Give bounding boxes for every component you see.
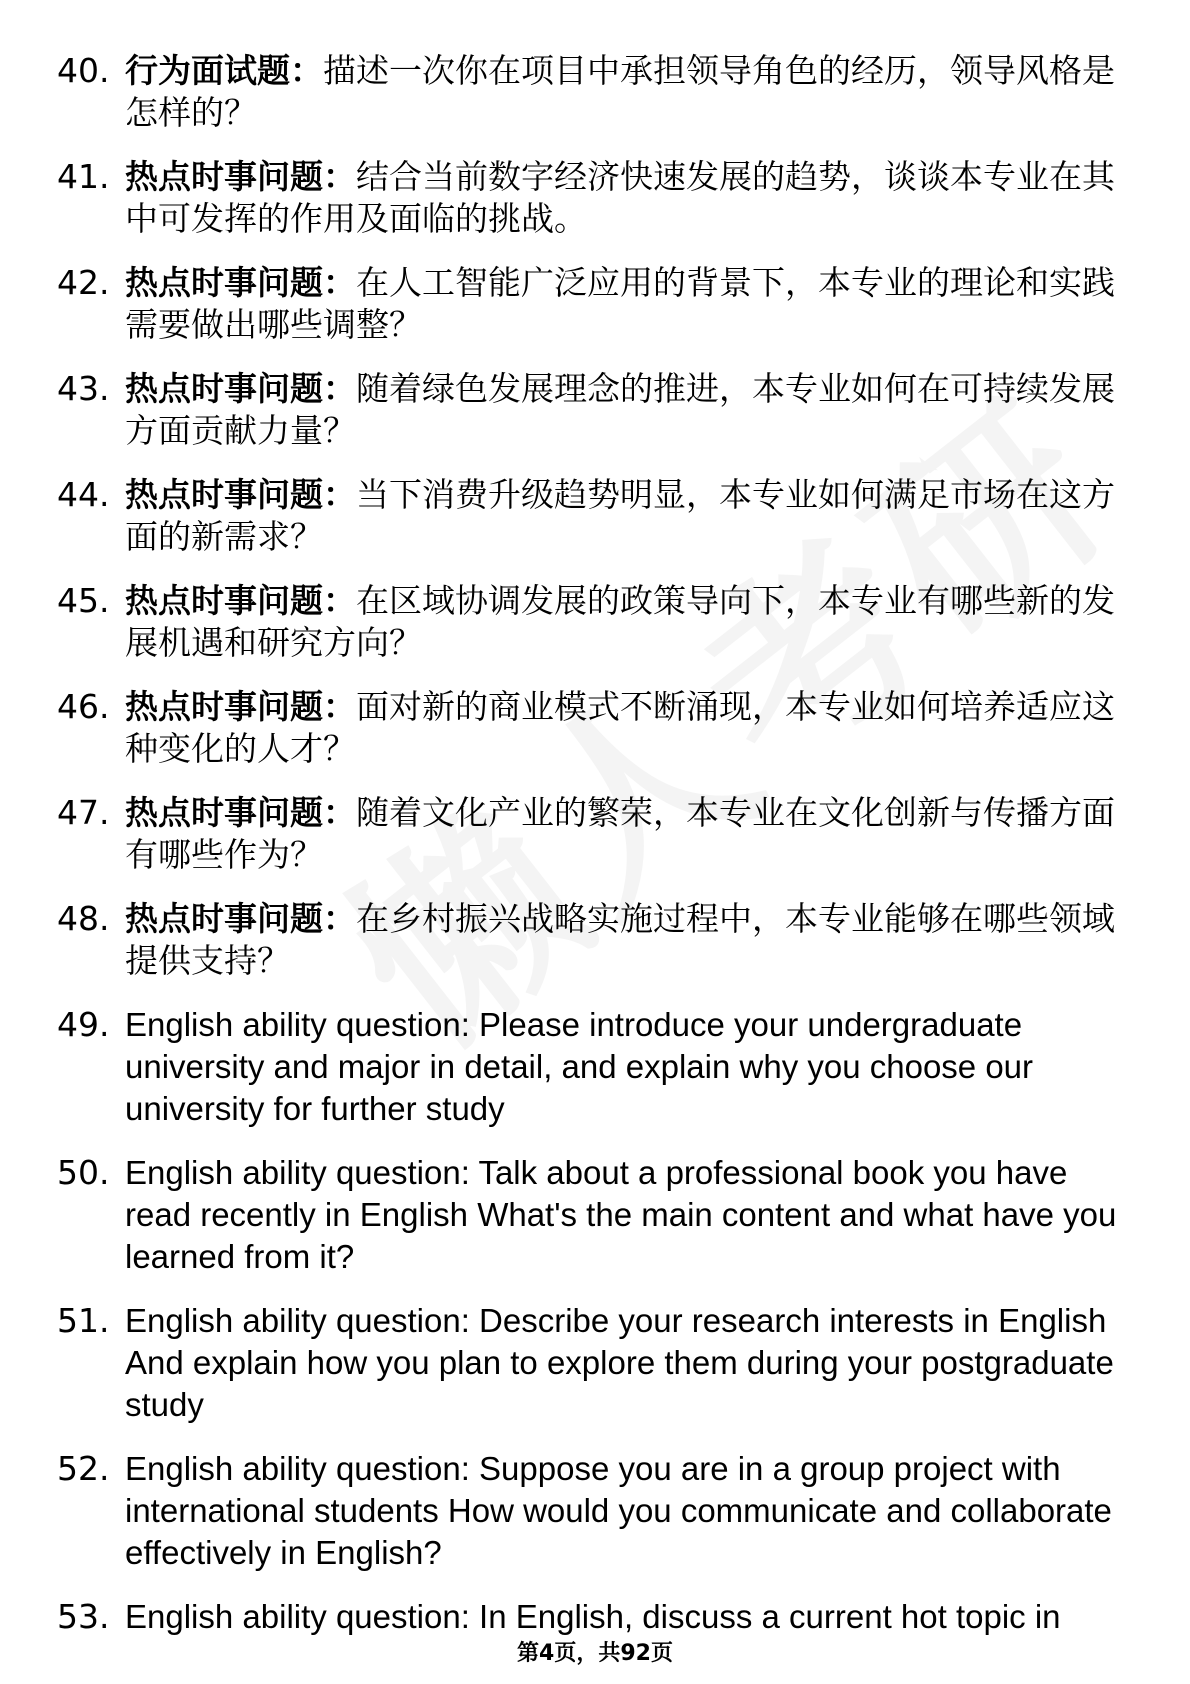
question-text: [125, 262, 1137, 346]
question-text: English ability question: In English, discuss a current hot topic in: [125, 1598, 1061, 1635]
question-number: 50.: [57, 1153, 110, 1192]
question-content: 在区域协调发展的政策导向下，本专业有哪些新的发展机遇和研究方向？: [125, 581, 1115, 662]
question-number: 49.: [57, 1005, 110, 1044]
question-content: 当下消费升级趋势明显，本专业如何满足市场在这方面的新需求？: [125, 475, 1115, 556]
question-category: 热点时事问题：: [125, 581, 356, 620]
list-item: [57, 50, 1137, 134]
list-item: [57, 792, 1137, 876]
list-item: [57, 898, 1137, 982]
question-number: 53.: [57, 1597, 110, 1636]
question-number: 48.: [57, 899, 110, 938]
question-category: 热点时事问题：: [125, 157, 356, 196]
question-number: 46.: [57, 687, 110, 726]
question-content: 面对新的商业模式不断涌现，本专业如何培养适应这种变化的人才？: [125, 687, 1115, 768]
question-list: [57, 50, 1137, 1660]
question-content: 随着文化产业的繁荣，本专业在文化创新与传播方面有哪些作为？: [125, 793, 1115, 874]
question-category: 热点时事问题：: [125, 687, 356, 726]
question-category: 热点时事问题：: [125, 475, 356, 514]
question-text: [125, 156, 1137, 240]
question-text: [125, 792, 1137, 876]
list-item: [57, 262, 1137, 346]
question-number: 52.: [57, 1449, 110, 1488]
list-item: [57, 1004, 1137, 1130]
question-text: English ability question: Talk about a professional book you have read recently in English What's the main content and what have you learned from it?: [125, 1154, 1117, 1275]
question-number: 51.: [57, 1301, 110, 1340]
question-text: [125, 50, 1137, 134]
question-number: 45.: [57, 581, 110, 620]
question-category: 热点时事问题：: [125, 369, 356, 408]
list-item: [57, 474, 1137, 558]
question-content: 随着绿色发展理念的推进，本专业如何在可持续发展方面贡献力量？: [125, 369, 1115, 450]
question-number: 42.: [57, 263, 110, 302]
question-category: 热点时事问题：: [125, 899, 356, 938]
question-text: English ability question: Suppose you are in a group project with international students How would you communicate and collaborate effectively in English?: [125, 1450, 1112, 1571]
question-number: 41.: [57, 157, 110, 196]
list-item: [57, 1448, 1137, 1574]
list-item: [57, 1152, 1137, 1278]
list-item: [57, 1300, 1137, 1426]
list-item: [57, 156, 1137, 240]
question-number: 43.: [57, 369, 110, 408]
question-content: 在人工智能广泛应用的背景下，本专业的理论和实践需要做出哪些调整？: [125, 263, 1115, 344]
question-text: English ability question: Describe your research interests in English And explain how you plan to explore them during your postgraduate study: [125, 1302, 1114, 1423]
question-content: 结合当前数字经济快速发展的趋势，谈谈本专业在其中可发挥的作用及面临的挑战。: [125, 157, 1115, 238]
question-text: [125, 580, 1137, 664]
question-text: [125, 368, 1137, 452]
question-text: English ability question: Please introduce your undergraduate university and major in detail, and explain why you choose our university for further study: [125, 1006, 1034, 1127]
list-item: [57, 1596, 1137, 1638]
question-text: [125, 898, 1137, 982]
question-category: 热点时事问题：: [125, 263, 356, 302]
question-category: 热点时事问题：: [125, 793, 356, 832]
list-item: [57, 686, 1137, 770]
question-text: [125, 474, 1137, 558]
page-number: 第4页，共92页: [517, 1641, 673, 1666]
question-number: 44.: [57, 475, 110, 514]
question-content: 在乡村振兴战略实施过程中，本专业能够在哪些领域提供支持？: [125, 899, 1115, 980]
question-content: 描述一次你在项目中承担领导角色的经历，领导风格是怎样的？: [125, 51, 1115, 132]
list-item: [57, 368, 1137, 452]
question-text: [125, 686, 1137, 770]
question-number: 40.: [57, 51, 110, 90]
list-item: [57, 580, 1137, 664]
question-number: 47.: [57, 793, 110, 832]
question-category: 行为面试题：: [125, 51, 323, 90]
